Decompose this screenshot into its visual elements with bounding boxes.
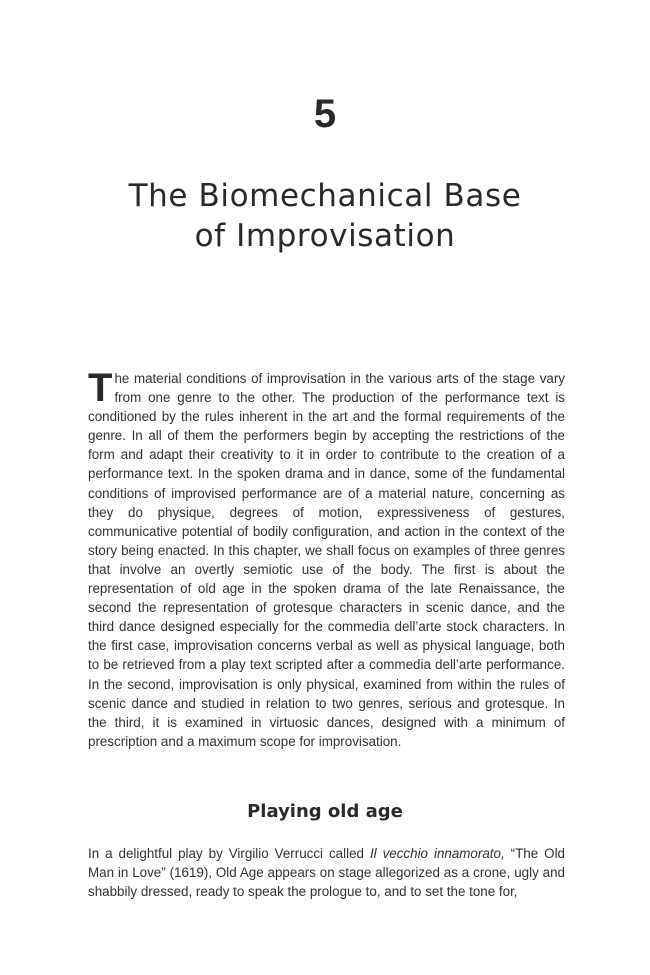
- chapter-number: 5: [313, 92, 337, 136]
- section-paragraph-text-start: In a delightful play by Virgilio Verrucci called: [88, 846, 370, 861]
- section-paragraph-text-end: “The Old Man in Love” (1619), Old Age appears on stage allegorized as a crone, ugly and shabbily dressed, ready to speak the prologue to, and to set the tone for,: [88, 846, 565, 900]
- drop-cap: T: [88, 366, 113, 410]
- play-title: Il vecchio innamorato,: [369, 846, 505, 861]
- section-heading: Playing old age: [247, 801, 403, 822]
- chapter-title-line-1: The Biomechanical Base: [128, 178, 522, 214]
- chapter-title-line-2: of Improvisation: [194, 218, 456, 254]
- section-paragraph: [88, 844, 565, 901]
- chapter-title: [0, 176, 650, 256]
- intro-paragraph: [88, 366, 565, 751]
- intro-paragraph-text: he material conditions of improvisation in the various arts of the stage vary from one genre to the other. The production of the performance text is conditioned by the rules inherent in the art and the formal requirements of the genre. In all of them the performers begin by accepting the restrictions of the form and adapt their creativity to it in order to contribute to the creation of a performance text. In the spoken drama and in dance, some of the fundamental conditions of improvised performance are of a material nature, concerning as they do physique, degrees of motion, expressiveness of gestures, communicative potential of bodily configuration, and action in the context of the story being enacted. In this chapter, we shall focus on examples of three genres that involve an overtly semiotic use of the body. The first is about the representation of old age in the spoken drama of the late Renaissance, the second the representation of grotesque characters in scenic dance, and the third dance designed especially for the commedia dell’arte stock characters. In the first case, improvisation concerns verbal as well as physical language, both to be retrieved from a play text scripted after a commedia dell’arte performance. In the second, improvisation is only physical, examined from within the rules of scenic dance and studied in relation to two genres, serious and grotesque. In the third, it is examined in virtuosic dances, designed with a minimum of prescription and a maximum scope for improvisation.: [88, 371, 565, 749]
